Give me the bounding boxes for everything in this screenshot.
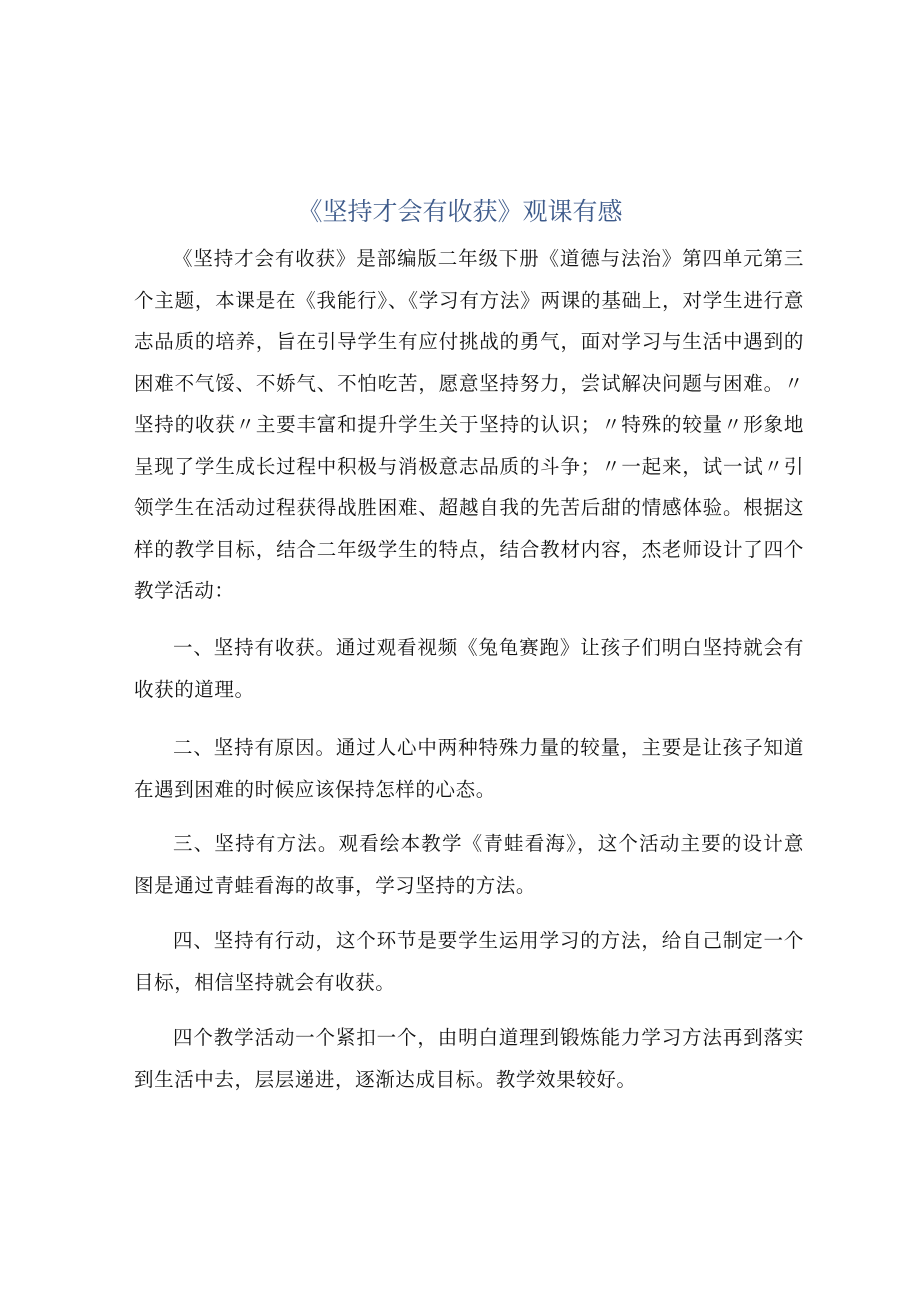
paragraph-intro: 《坚持才会有收获》是部编版二年级下册《道德与法治》第四单元第三个主题，本课是在《我能行》、《学习有方法》两课的基础上，对学生进行意志品质的培养，旨在引导学生有应付挑战的勇气，面对学习与生活中遇到的困难不气馁、不娇气、不怕吃苦，愿意坚持努力，尝试解决问题与困难。〃坚持的收获〃主要丰富和提升学生关于坚持的认识；〃特殊的较量〃形象地呈现了学生成长过程中积极与消极意志品质的斗争；〃一起来，试一试〃引领学生在活动过程获得战胜困难、超越自我的先苦后甜的情感体验。根据这样的教学目标，结合二年级学生的特点，结合教材内容，杰老师设计了四个教学活动： (134, 247, 804, 602)
page-title: 《坚持才会有收获》观课有感 (297, 197, 623, 226)
paragraph-activity-1: 一、坚持有收获。通过观看视频《兔龟赛跑》让孩子们明白坚持就会有收获的道理。 (134, 636, 804, 701)
paragraph-activity-3: 三、坚持有方法。观看绘本教学《青蛙看海》，这个活动主要的设计意图是通过青蛙看海的故事，学习坚持的方法。 (134, 832, 804, 897)
paragraph-summary: 四个教学活动一个紧扣一个，由明白道理到锻炼能力学习方法再到落实到生活中去，层层递进，逐渐达成目标。教学效果较好。 (134, 1026, 804, 1091)
paragraph-activity-4: 四、坚持有行动，这个环节是要学生运用学习的方法，给自己制定一个目标，相信坚持就会有收获。 (134, 929, 804, 994)
paragraph-activity-2: 二、坚持有原因。通过人心中两种特殊力量的较量，主要是让孩子知道在遇到困难的时候应该保持怎样的心态。 (134, 736, 804, 801)
